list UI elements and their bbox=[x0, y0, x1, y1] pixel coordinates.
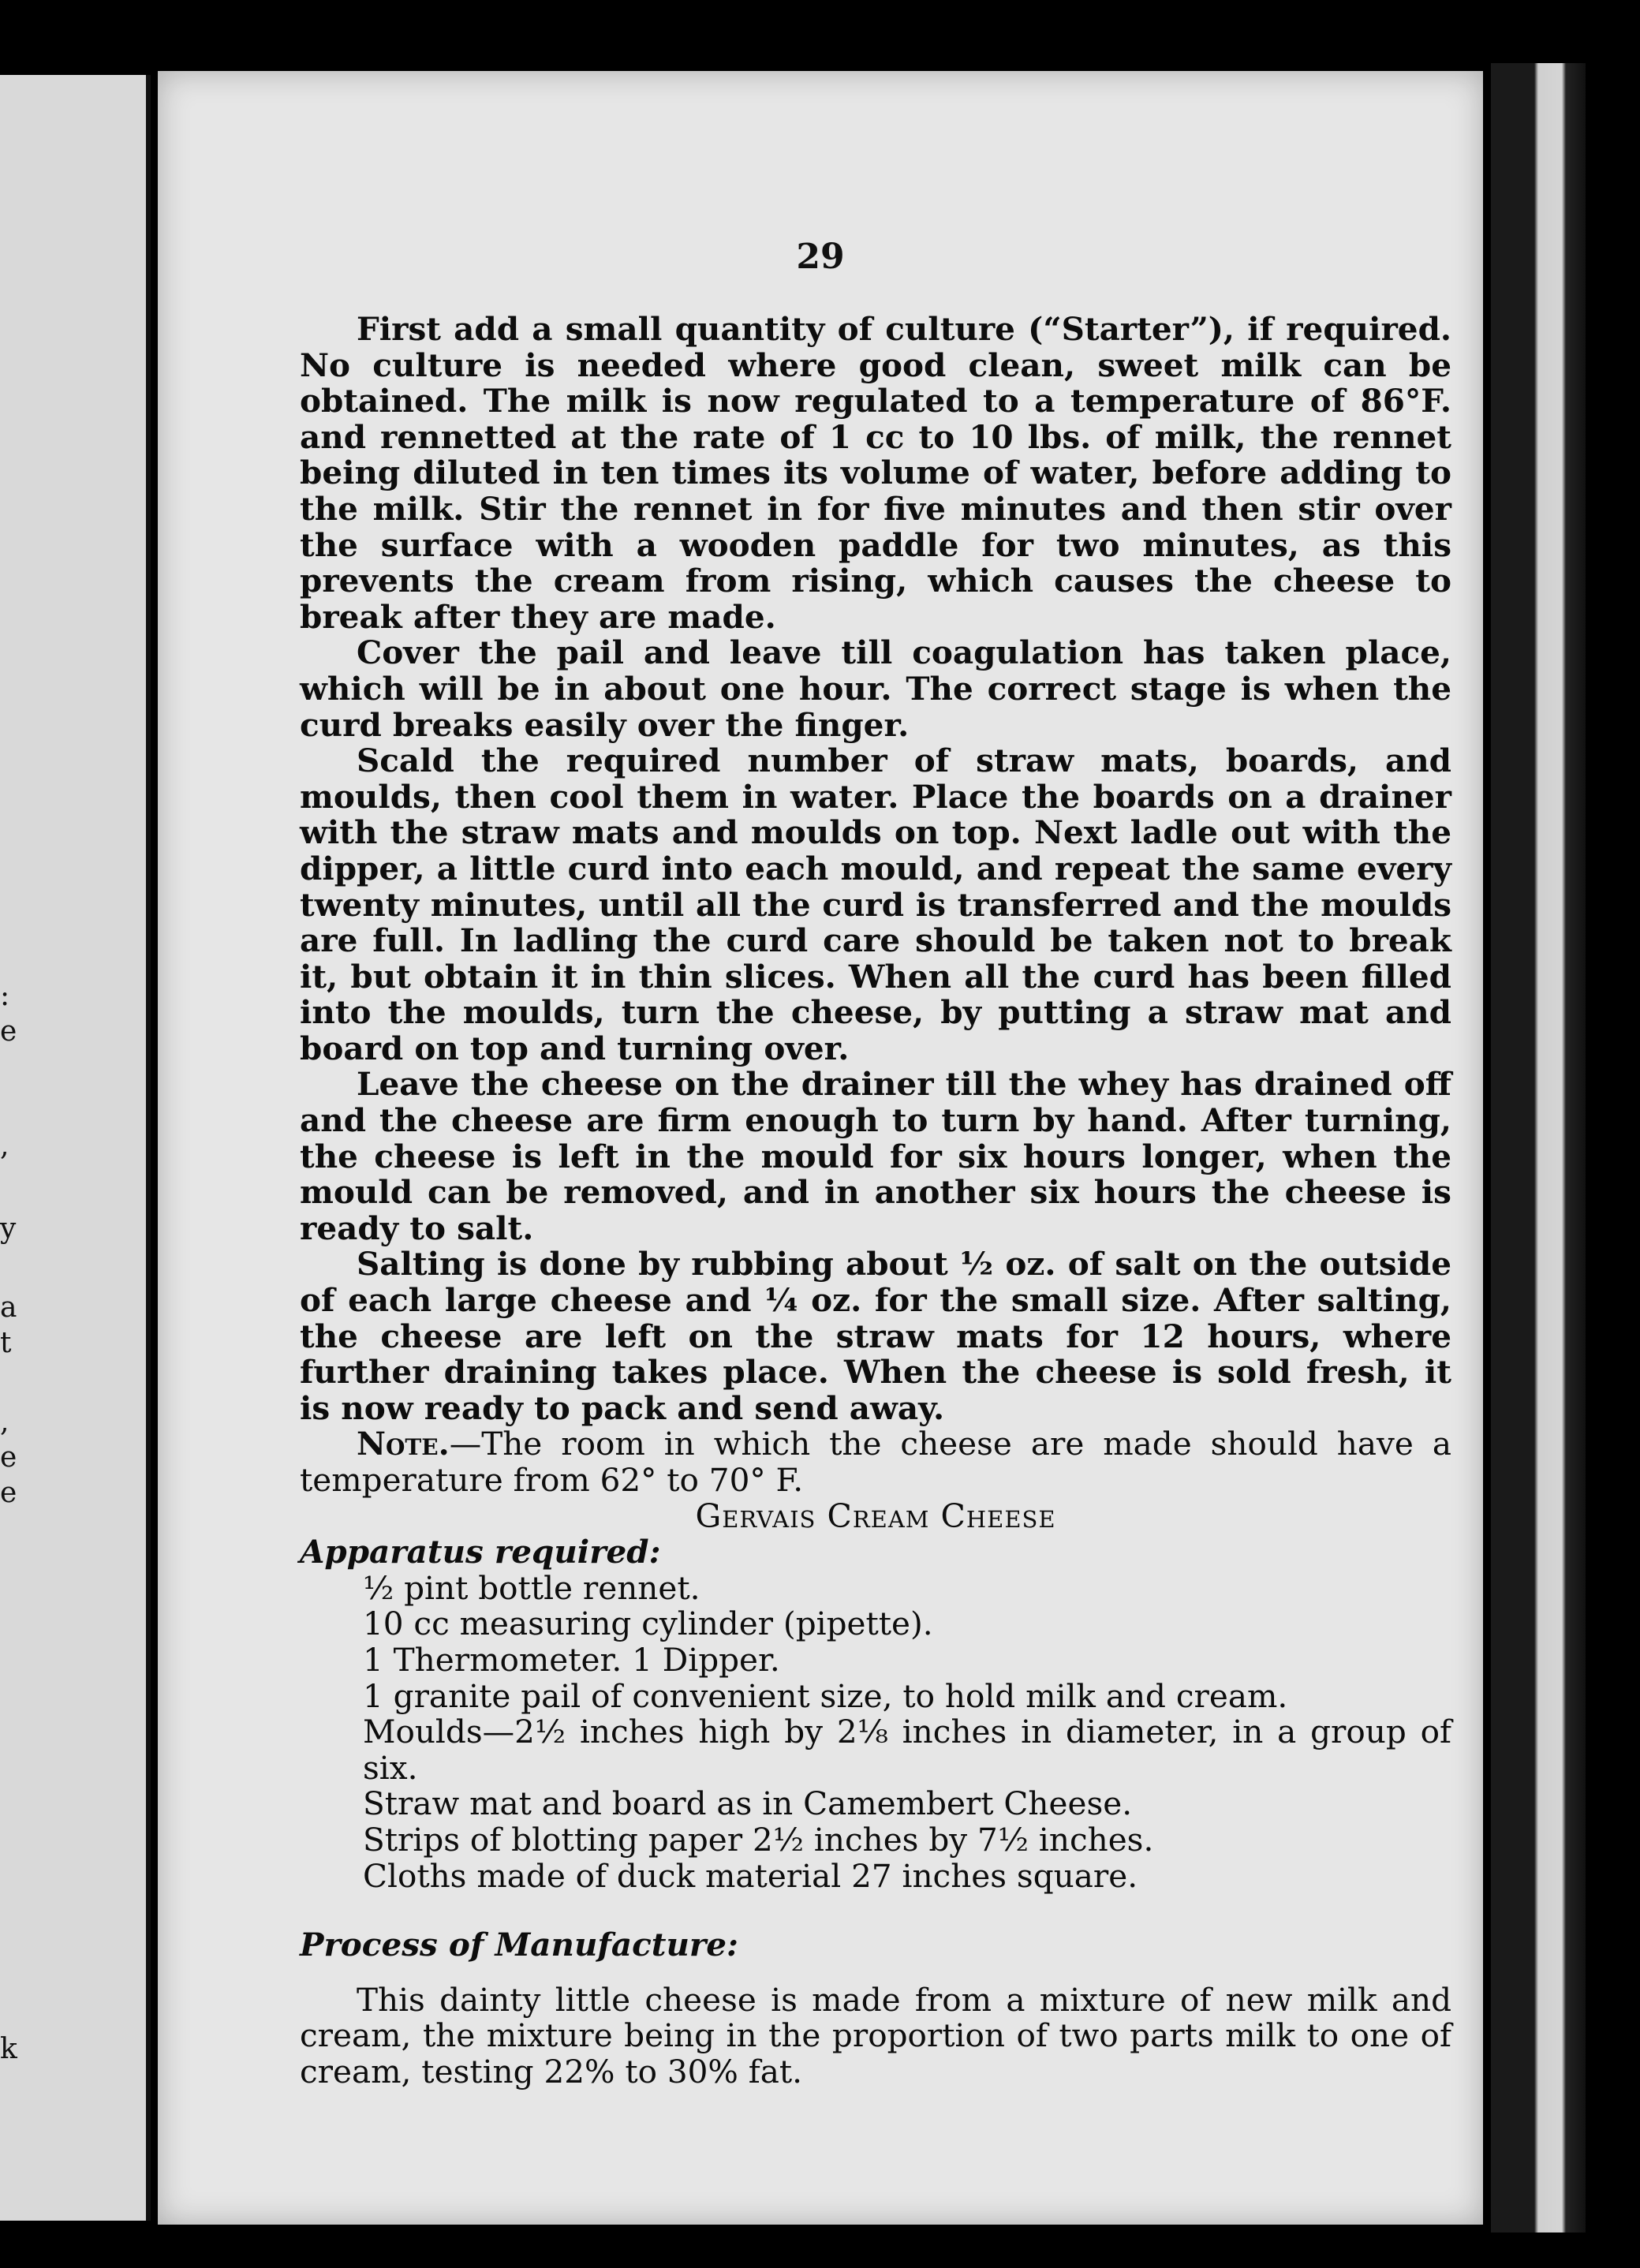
note-text: —The room in which the cheese are made should have a temperature from 62° to 70° F. bbox=[300, 1425, 1451, 1499]
apparatus-item: Cloths made of duck material 27 inches square. bbox=[363, 1856, 1138, 1895]
paragraph-salting: Salting is done by rubbing about ½ oz. of salt on the outside of each large cheese and ¼ oz. for the small size. After salting, the cheese are left on the straw mats for 12 hours, where further draining takes place. When the cheese is sold fresh, it is now ready to pack and send away. bbox=[300, 1245, 1451, 1427]
margin-fragment: e bbox=[0, 1441, 17, 1474]
apparatus-item: Moulds—2½ inches high by 2⅛ inches in diameter, in a group of six. bbox=[363, 1713, 1451, 1787]
note-paragraph bbox=[300, 1426, 1451, 1498]
apparatus-item: Straw mat and board as in Camembert Cheese. bbox=[363, 1784, 1133, 1823]
process-paragraph: This dainty little cheese is made from a mixture of new milk and cream, the mixture being in the proportion of two parts milk to one of cream, testing 22% to 30% fat. bbox=[300, 1980, 1451, 2091]
margin-fragment: e bbox=[0, 1477, 17, 1509]
apparatus-item: Strips of blotting paper 2½ inches by 7½ inches. bbox=[363, 1820, 1154, 1859]
paragraph-coagulation: Cover the pail and leave till coagulation has taken place, which will be in about one hour. The correct stage is when the curd breaks easily over the finger. bbox=[300, 633, 1451, 744]
left-facing-page bbox=[0, 75, 151, 2221]
book-binding-edge bbox=[1491, 63, 1586, 2233]
section-title: Gervais Cream Cheese bbox=[695, 1496, 1056, 1535]
note-label: Note. bbox=[357, 1425, 450, 1463]
apparatus-heading: Apparatus required: bbox=[300, 1533, 661, 1571]
apparatus-item: 1 Thermometer. 1 Dipper. bbox=[363, 1640, 780, 1679]
margin-fragment: e bbox=[0, 1015, 17, 1048]
margin-fragment: , bbox=[0, 1130, 9, 1162]
margin-fragment: k bbox=[0, 2033, 17, 2065]
paragraph-draining: Leave the cheese on the drainer till the whey has drained off and the cheese are firm enough to turn by hand. After turning, the cheese is left in the mould for six hours longer, when the mould can be removed, and in another six hours the cheese is ready to salt. bbox=[300, 1065, 1451, 1247]
margin-fragment: t bbox=[0, 1327, 12, 1359]
apparatus-item: ½ pint bottle rennet. bbox=[363, 1568, 700, 1607]
page-body bbox=[300, 312, 1451, 2091]
process-heading: Process of Manufacture: bbox=[300, 1926, 738, 1964]
apparatus-item: 10 cc measuring cylinder (pipette). bbox=[363, 1605, 933, 1643]
apparatus-item: 1 granite pail of convenient size, to hold milk and cream. bbox=[363, 1676, 1288, 1715]
apparatus-list bbox=[300, 1568, 1451, 1895]
margin-fragment: a bbox=[0, 1291, 17, 1324]
margin-fragment: , bbox=[0, 1406, 9, 1438]
margin-fragment: y bbox=[0, 1212, 17, 1245]
page-number: 29 bbox=[796, 237, 845, 277]
paragraph-culture: First add a small quantity of culture (“Starter”), if required. No culture is needed where good clean, sweet milk can be obtained. The milk is now regulated to a temperature of 86°F. and rennetted at the rate of 1 cc to 10 lbs. of milk, the rennet being diluted in ten times its volume of water, before adding to the milk. Stir the rennet in for five minutes and then stir over the surface with a wooden paddle for two minutes, as this prevents the cream from rising, which causes the cheese to break after they are made. bbox=[300, 310, 1451, 636]
paragraph-moulds: Scald the required number of straw mats, boards, and moulds, then cool them in water. Place the boards on a drainer with the straw mats and moulds on top. Next ladle out with the dipper, a little curd into each mould, and repeat the same every twenty minutes, until all the curd is transferred and the moulds are full. In ladling the curd care should be taken not to break it, but obtain it in thin slices. When all the curd has been filled into the moulds, turn the cheese, by putting a straw mat and board on top and turning over. bbox=[300, 742, 1451, 1067]
margin-fragment: : bbox=[0, 980, 10, 1012]
